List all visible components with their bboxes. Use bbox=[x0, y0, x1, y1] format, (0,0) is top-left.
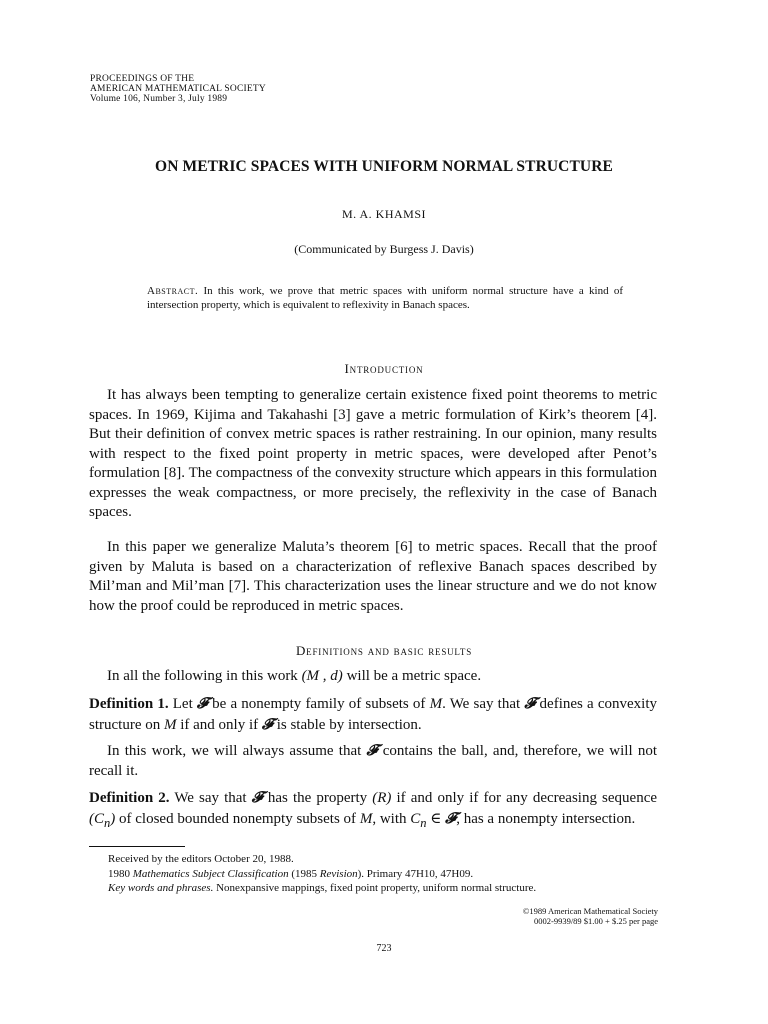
set-subscript: n bbox=[420, 815, 427, 830]
copyright-line-2: 0002-9939/89 $1.00 + $.25 per page bbox=[533, 916, 658, 926]
space-symbol: M bbox=[359, 810, 373, 827]
family-symbol: 𝓕 bbox=[251, 788, 263, 806]
keywords-label: Key words and phrases. bbox=[108, 882, 214, 894]
definition-2-label: Definition 2. bbox=[89, 790, 170, 806]
footnote-divider bbox=[89, 846, 185, 847]
definition-1-text: is stable by intersection. bbox=[272, 716, 422, 733]
assumption-text: In this work, we will always assume that bbox=[107, 743, 367, 759]
definition-1 bbox=[89, 694, 657, 735]
section-heading-definitions: Definitions and basic results bbox=[295, 643, 473, 658]
page-number: 723 bbox=[376, 943, 392, 954]
abstract-text: In this work, we prove that metric spaces with uniform normal structure have a kind of intersection property, which is equivalent to reflexivity in Banach spaces. bbox=[147, 285, 623, 311]
definition-1-text: Let bbox=[168, 696, 197, 712]
definition-1-label: Definition 1. bbox=[89, 696, 169, 712]
msc-label: Mathematics Subject Classification bbox=[132, 867, 289, 880]
msc-revision-open: (1985 bbox=[288, 867, 320, 880]
metric-space-symbol: (M , d) bbox=[301, 668, 343, 684]
msc-classification bbox=[108, 867, 668, 882]
element-of-symbol: ∈ bbox=[426, 810, 446, 827]
space-symbol: M bbox=[429, 696, 443, 712]
received-date: Received by the editors October 20, 1988. bbox=[108, 853, 294, 865]
msc-year: 1980 bbox=[108, 867, 133, 880]
setup-text: In all the following in this work bbox=[107, 668, 302, 684]
sequence-subscript: n bbox=[104, 815, 111, 830]
definition-2-text: , has a nonempty intersection. bbox=[456, 810, 636, 827]
definition-2-text: if and only if for any decreasing sequence bbox=[391, 790, 658, 806]
family-symbol: 𝓕 bbox=[445, 808, 457, 827]
footnotes bbox=[108, 852, 668, 896]
assumption-paragraph bbox=[89, 741, 657, 781]
definition-1-text: if and only if bbox=[176, 716, 262, 733]
copyright-notice bbox=[440, 906, 658, 926]
keywords bbox=[108, 881, 668, 896]
journal-name-line2: AMERICAN MATHEMATICAL SOCIETY bbox=[90, 84, 266, 94]
definition-1-text: defines a convexity structure on bbox=[89, 696, 657, 733]
intro-paragraph-2: In this paper we generalize Maluta’s theorem [6] to metric spaces. Recall that the proof given by Maluta is based on a characterization of reflexive Banach spaces described by Mil’man and Mil’man [7]. This characterization uses the linear structure and we do not know how the proof could be reproduced in metric spaces. bbox=[89, 539, 657, 614]
family-symbol: 𝓕 bbox=[261, 714, 273, 733]
family-symbol: 𝓕 bbox=[196, 694, 208, 712]
journal-header bbox=[90, 74, 266, 104]
msc-codes: ). Primary 47H10, 47H09. bbox=[357, 867, 474, 880]
set-symbol: C bbox=[410, 810, 421, 827]
journal-name-line1: PROCEEDINGS OF THE bbox=[90, 74, 195, 84]
definition-2-text: has the property bbox=[262, 790, 373, 806]
copyright-line-1: ©1989 American Mathematical Society bbox=[522, 906, 658, 916]
sequence-close: ) bbox=[110, 810, 116, 827]
msc-revision: Revision bbox=[319, 867, 358, 880]
definition-2-text: of closed bounded nonempty subsets of bbox=[115, 810, 360, 827]
setup-text-end: will be a metric space. bbox=[342, 668, 482, 684]
keywords-text: Nonexpansive mappings, fixed point property, uniform normal structure. bbox=[213, 882, 537, 894]
definition-1-text: be a nonempty family of subsets of bbox=[207, 696, 430, 712]
abstract bbox=[147, 284, 623, 312]
author: M. A. KHAMSI bbox=[341, 207, 426, 221]
section-heading-introduction: Introduction bbox=[344, 361, 424, 376]
family-symbol: 𝓕 bbox=[366, 741, 378, 759]
setup-paragraph bbox=[89, 667, 657, 687]
communicated-by: (Communicated by Burgess J. Davis) bbox=[294, 242, 474, 256]
definition-1-text: . We say that bbox=[442, 696, 525, 712]
abstract-label: Abstract. bbox=[147, 285, 199, 297]
family-symbol: 𝓕 bbox=[524, 694, 536, 712]
space-symbol: M bbox=[163, 716, 177, 733]
assumption-text: contains the ball, and, therefore, we will not recall it. bbox=[89, 743, 657, 779]
journal-volume: Volume 106, Number 3, July 1989 bbox=[90, 94, 228, 104]
intro-paragraph-1: It has always been tempting to generalize certain existence fixed point theorems to metric spaces. In 1969, Kijima and Takahashi [3] gave a metric formulation of Kirk’s theorem [4]. But their definition of convex metric spaces is rather restraining. In our opinion, many results with respect to the fixed point property in metric spaces, were developed after Penot’s formulation [8]. The compactness of the convexity structure which appears in this formulation expresses the weak compactness, or more precisely, the reflexivity in the case of Banach spaces. bbox=[89, 387, 657, 520]
paper-title: ON METRIC SPACES WITH UNIFORM NORMAL STRUCTURE bbox=[155, 158, 613, 175]
definition-2-text: , with bbox=[372, 810, 411, 827]
definition-2-text: We say that bbox=[169, 790, 252, 806]
definition-2 bbox=[89, 788, 657, 833]
property-symbol: (R) bbox=[372, 790, 392, 806]
sequence-symbol: (C bbox=[89, 810, 104, 827]
